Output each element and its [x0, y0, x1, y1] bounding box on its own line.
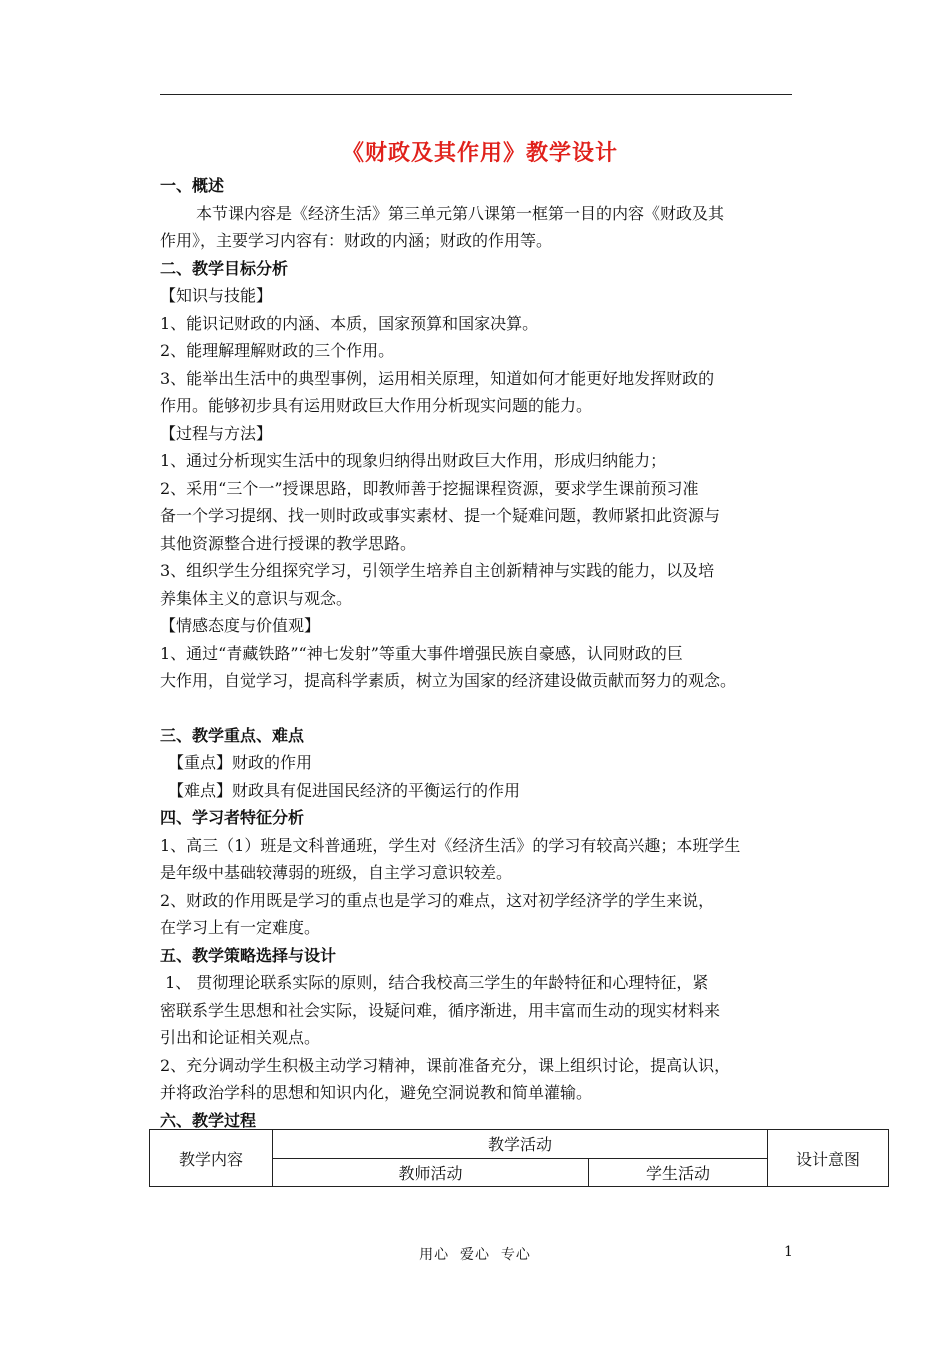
paragraph-line: 备一个学习提纲、找一则时政或事实素材、提一个疑难问题，教师紧扣此资源与	[160, 506, 721, 525]
paragraph-line: 2、财政的作用既是学习的重点也是学习的难点，这对初学经济学的学生来说，	[160, 890, 715, 910]
blank-line	[160, 695, 800, 722]
teaching-process-table	[149, 1129, 889, 1187]
paragraph-line: 2、能理解理解财政的三个作用。	[160, 341, 395, 360]
page-number: 1	[784, 1244, 793, 1260]
section-5-heading: 五、教学策略选择与设计	[160, 945, 337, 965]
paragraph-line: 2、采用“三个一”授课思路，即教师善于挖掘课程资源，要求学生课前预习准	[160, 478, 699, 498]
key-point: 【重点】财政的作用	[168, 753, 313, 772]
paragraph-line: 本节课内容是《经济生活》第三单元第八课第一框第一目的内容《财政及其	[196, 203, 725, 223]
section-1-heading: 一、概述	[160, 176, 225, 195]
paragraph-line: 3、能举出生活中的典型事例，运用相关原理，知道如何才能更好地发挥财政的	[160, 368, 715, 388]
section-6-heading: 六、教学过程	[160, 1110, 257, 1130]
paragraph-line: 大作用，自觉学习，提高科学素质，树立为国家的经济建设做贡献而努力的观念。	[160, 671, 737, 690]
paragraph-line: 1、能识记财政的内涵、本质，国家预算和国家决算。	[160, 313, 539, 333]
difficult-point: 【难点】财政具有促进国民经济的平衡运行的作用	[168, 780, 521, 800]
paragraph-line: 2、充分调动学生积极主动学习精神，课前准备充分，课上组织讨论，提高认识，	[160, 1055, 731, 1075]
paragraph-line: 密联系学生思想和社会实际，设疑问难，循序渐进，用丰富而生动的现实材料来	[160, 1000, 721, 1020]
paragraph-line: 并将政治学科的思想和知识内化，避免空洞说教和简单灌输。	[160, 1083, 593, 1102]
subsection-label: 【情感态度与价值观】	[160, 616, 321, 635]
col-teacher-activity: 教师活动	[273, 1158, 589, 1187]
paragraph-line: 3、组织学生分组探究学习，引领学生培养自主创新精神与实践的能力，以及培	[160, 561, 715, 580]
subsection-label: 【知识与技能】	[160, 286, 273, 305]
paragraph-line: 养集体主义的意识与观念。	[160, 588, 353, 608]
paragraph-line: 是年级中基础较薄弱的班级，自主学习意识较差。	[160, 863, 513, 882]
paragraph-line: 1、通过“青藏铁路”“神七发射”等重大事件增强民族自豪感，认同财政的巨	[160, 643, 683, 663]
header-rule	[160, 94, 792, 95]
section-2-heading: 二、教学目标分析	[160, 258, 289, 278]
document-title: 《财政及其作用》教学设计	[341, 140, 618, 166]
paragraph-line: 在学习上有一定难度。	[160, 918, 321, 937]
paragraph-line: 1、 贯彻理论联系实际的原则，结合我校高三学生的年龄特征和心理特征，紧	[160, 973, 709, 992]
paragraph-line: 作用。能够初步具有运用财政巨大作用分析现实问题的能力。	[160, 396, 593, 415]
paragraph-line: 引出和论证相关观点。	[160, 1028, 321, 1047]
paragraph-line: 其他资源整合进行授课的教学思路。	[160, 533, 417, 553]
col-design-intent: 设计意图	[768, 1130, 889, 1187]
section-4-heading: 四、学习者特征分析	[160, 808, 305, 827]
col-teaching-content: 教学内容	[150, 1130, 273, 1187]
subsection-label: 【过程与方法】	[160, 423, 273, 443]
col-student-activity: 学生活动	[589, 1158, 768, 1187]
col-teaching-activity: 教学活动	[273, 1130, 768, 1159]
document-body	[160, 136, 800, 1134]
footer-motto: 用心 爱心 专心	[419, 1247, 531, 1263]
paragraph-line: 作用》，主要学习内容有：财政的内涵；财政的作用等。	[160, 231, 553, 250]
paragraph-line: 1、高三（1）班是文科普通班，学生对《经济生活》的学习有较高兴趣；本班学生	[160, 835, 741, 855]
section-3-heading: 三、教学重点、难点	[160, 725, 305, 745]
paragraph-line: 1、通过分析现实生活中的现象归纳得出财政巨大作用，形成归纳能力；	[160, 451, 667, 470]
